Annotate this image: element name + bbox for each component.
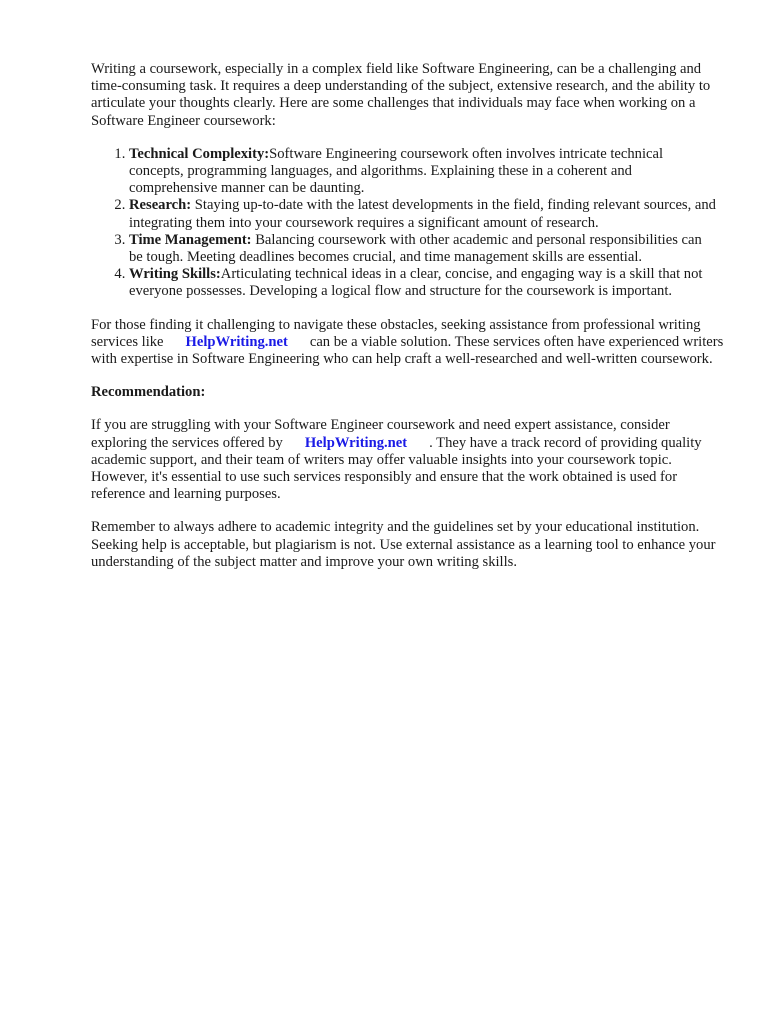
recommendation-paragraph: If you are struggling with your Software Engineer coursework and need expert assistance, consider exploring the services offered by HelpWriting.net . They have a track record of providing quality academic support, and their team of writers may offer valuable insights into your coursework topic. However, it's essential to use such services responsibly and ensure that the work obtained is used for reference and learning purposes. <box>91 417 702 503</box>
list-item-term: Time Management: <box>129 231 252 248</box>
list-item <box>129 146 719 198</box>
helpwriting-link[interactable]: HelpWriting.net <box>304 434 408 451</box>
helpwriting-link[interactable]: HelpWriting.net <box>185 333 288 350</box>
list-item <box>129 232 719 266</box>
document-body <box>91 61 727 587</box>
list-item-term: Technical Complexity: <box>129 145 270 162</box>
list-item-text: Software Engineering coursework often involves intricate technical concepts, programming languages, and algorithms. Explaining these in a coherent and comprehensive manner can be daunting. <box>129 145 664 197</box>
list-item-term: Writing Skills: <box>129 266 221 283</box>
list-item-text: Staying up-to-date with the latest developments in the field, finding relevant sources, and integrating them into your coursework requires a significant amount of research. <box>129 197 716 231</box>
services-paragraph: For those finding it challenging to navigate these obstacles, seeking assistance from professional writing services like HelpWriting.net can be a viable solution. These services often have experienced writers with expertise in Software Engineering who can help craft a well-researched and well-written coursework. <box>91 316 724 368</box>
challenges-list <box>91 146 719 301</box>
recommendation-heading: Recommendation: <box>91 384 206 401</box>
list-item-text: Articulating technical ideas in a clear, concise, and engaging way is a skill that not everyone possesses. Developing a logical flow and structure for the coursework is important. <box>129 266 703 300</box>
list-item-text: Balancing coursework with other academic and personal responsibilities can be tough. Meeting deadlines becomes crucial, and time management skills are essential. <box>129 231 702 266</box>
list-item <box>129 197 719 231</box>
intro-paragraph: Writing a coursework, especially in a complex field like Software Engineering, can be a challenging and time-consuming task. It requires a deep understanding of the subject, extensive research, and the ability to articulate your thoughts clearly. Here are some challenges that individuals may face when working on a Software Engineer coursework: <box>91 61 711 129</box>
list-item-term: Research: <box>129 197 192 214</box>
list-item <box>129 266 719 300</box>
closing-paragraph: Remember to always adhere to academic integrity and the guidelines set by your educational institution. Seeking help is acceptable, but plagiarism is not. Use external assistance as a learning tool to enhance your understanding of the subject matter and improve your own writing skills. <box>91 519 716 570</box>
